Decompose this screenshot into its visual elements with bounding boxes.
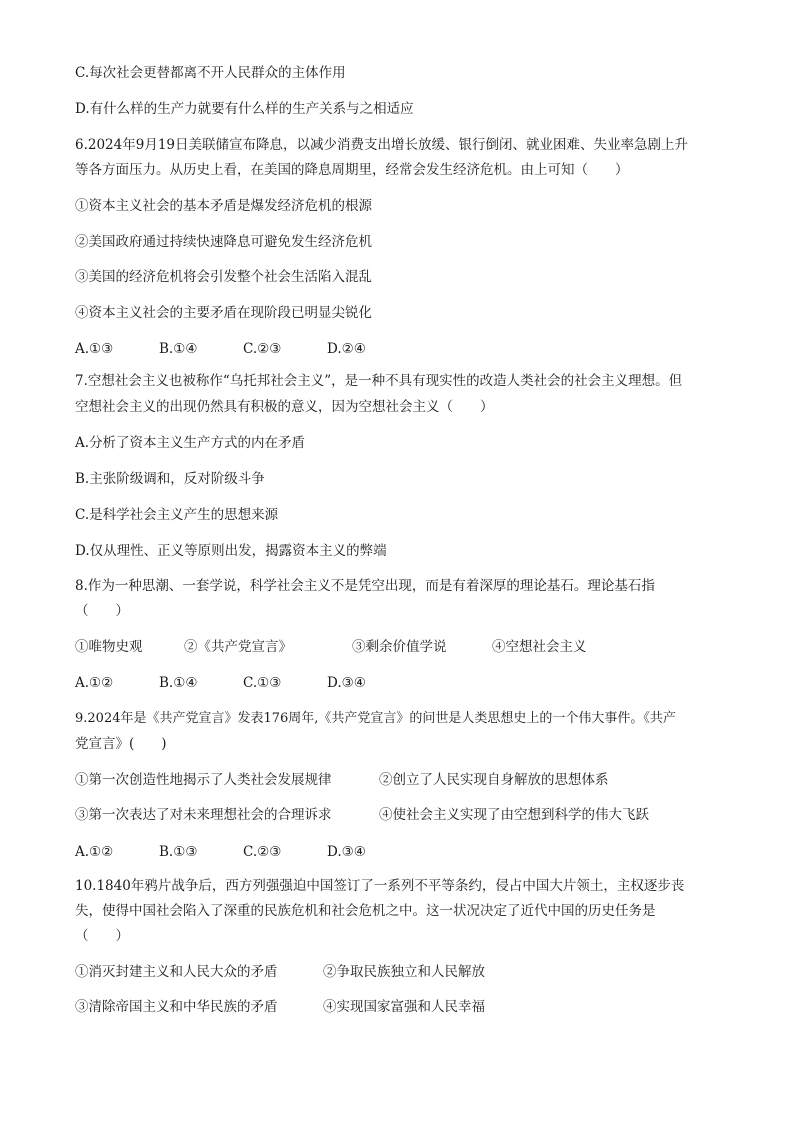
q5-option-c: C.每次社会更替都离不开人民群众的主体作用 [75,65,346,81]
q6-choice-b: B.①④ [159,341,198,357]
q6-choice-d: D.②④ [327,341,366,357]
q10-statement-1: ①消灭封建主义和人民大众的矛盾 [75,964,278,980]
q6-statement-4: ④资本主义社会的主要矛盾在现阶段已明显尖锐化 [75,305,372,321]
q9-statements-row2 [75,805,649,825]
q10-statement-3: ③清除帝国主义和中华民族的矛盾 [75,999,278,1015]
q10-stem-line2: 失，使得中国社会陷入了深重的民族危机和社会危机之中。这一状况决定了近代中国的历史任务是 [75,903,656,919]
q7-option-a: A.分析了资本主义生产方式的内在矛盾 [75,435,306,451]
q8-stem-line1: 8.作为一种思潮、一套学说，科学社会主义不是凭空出现，而是有着深厚的理论基石。理论基石指 [75,578,655,594]
q8-choice-b: B.①④ [159,675,198,691]
q10-statement-4: ④实现国家富强和人民幸福 [323,999,485,1015]
q9-stem-line2: 党宣言》( ) [75,736,167,752]
q9-stem-line1: 9.2024年是《共产党宣言》发表176周年,《共产党宣言》的问世是人类思想史上的一个伟大事件。《共产 [75,711,676,726]
q9-statement-4: ④使社会主义实现了由空想到科学的伟大飞跃 [379,807,649,823]
q9-choice-b: B.①③ [159,844,198,860]
q6-stem-line1: 6.2024年9月19日美联储宣布降息，以减少消费支出增长放缓、银行倒闭、就业困难、失业率急剧上升 [75,137,689,153]
q10-stem-line1: 10.1840年鸦片战争后，西方列强强迫中国签订了一系列不平等条约，侵占中国大片领土，主权逐步丧 [75,878,685,894]
q8-choices [75,673,366,693]
q10-statements-row2 [75,997,485,1017]
q7-stem-line1: 7.空想社会主义也被称作“乌托邦社会主义”，是一种不具有现实性的改造人类社会的社会主义理想。但 [75,373,683,389]
q8-statement-2: ②《共产党宣言》 [184,639,292,655]
q7-option-c: C.是科学社会主义产生的思想来源 [75,507,279,523]
q9-choices [75,842,366,862]
q7-option-b: B.主张阶级调和，反对阶级斗争 [75,471,265,487]
q6-statement-2: ②美国政府通过持续快速降息可避免发生经济危机 [75,234,372,250]
q6-choice-a: A.①③ [75,341,114,357]
q9-statements-row1 [75,770,609,790]
q9-statement-3: ③第一次表达了对未来理想社会的合理诉求 [75,807,332,823]
q9-statement-1: ①第一次创造性地揭示了人类社会发展规律 [75,772,332,788]
q9-choice-d: D.③④ [327,844,366,860]
q9-choice-a: A.①② [75,844,114,860]
q8-statement-1: ①唯物史观 [75,639,143,655]
q7-stem-line2: 空想社会主义的出现仍然具有积极的意义，因为空想社会主义（ ） [75,399,494,415]
q6-statement-1: ①资本主义社会的基本矛盾是爆发经济危机的根源 [75,198,372,214]
q10-statement-2: ②争取民族独立和人民解放 [323,964,485,980]
q6-choice-c: C.②③ [243,341,282,357]
q8-statements [75,637,587,657]
q10-statements-row1 [75,962,485,982]
q8-choice-c: C.①③ [243,675,282,691]
q6-stem-line2: 等各方面压力。从历史上看，在美国的降息周期里，经常会发生经济危机。由上可知（ ） [75,162,629,178]
q6-choices [75,339,366,359]
q5-option-d: D.有什么样的生产力就要有什么样的生产关系与之相适应 [75,101,414,117]
q8-choice-a: A.①② [75,675,114,691]
q9-statement-2: ②创立了人民实现自身解放的思想体系 [379,772,609,788]
q8-statement-3: ③剩余价值学说 [352,639,447,655]
q8-stem-line2: （ ） [75,603,129,619]
q10-stem-line3: （ ） [75,928,129,944]
q6-statement-3: ③美国的经济危机将会引发整个社会生活陷入混乱 [75,269,372,285]
q8-choice-d: D.③④ [327,675,366,691]
q8-statement-4: ④空想社会主义 [492,639,587,655]
q7-option-d: D.仅从理性、正义等原则出发，揭露资本主义的弊端 [75,543,387,559]
q9-choice-c: C.②③ [243,844,282,860]
